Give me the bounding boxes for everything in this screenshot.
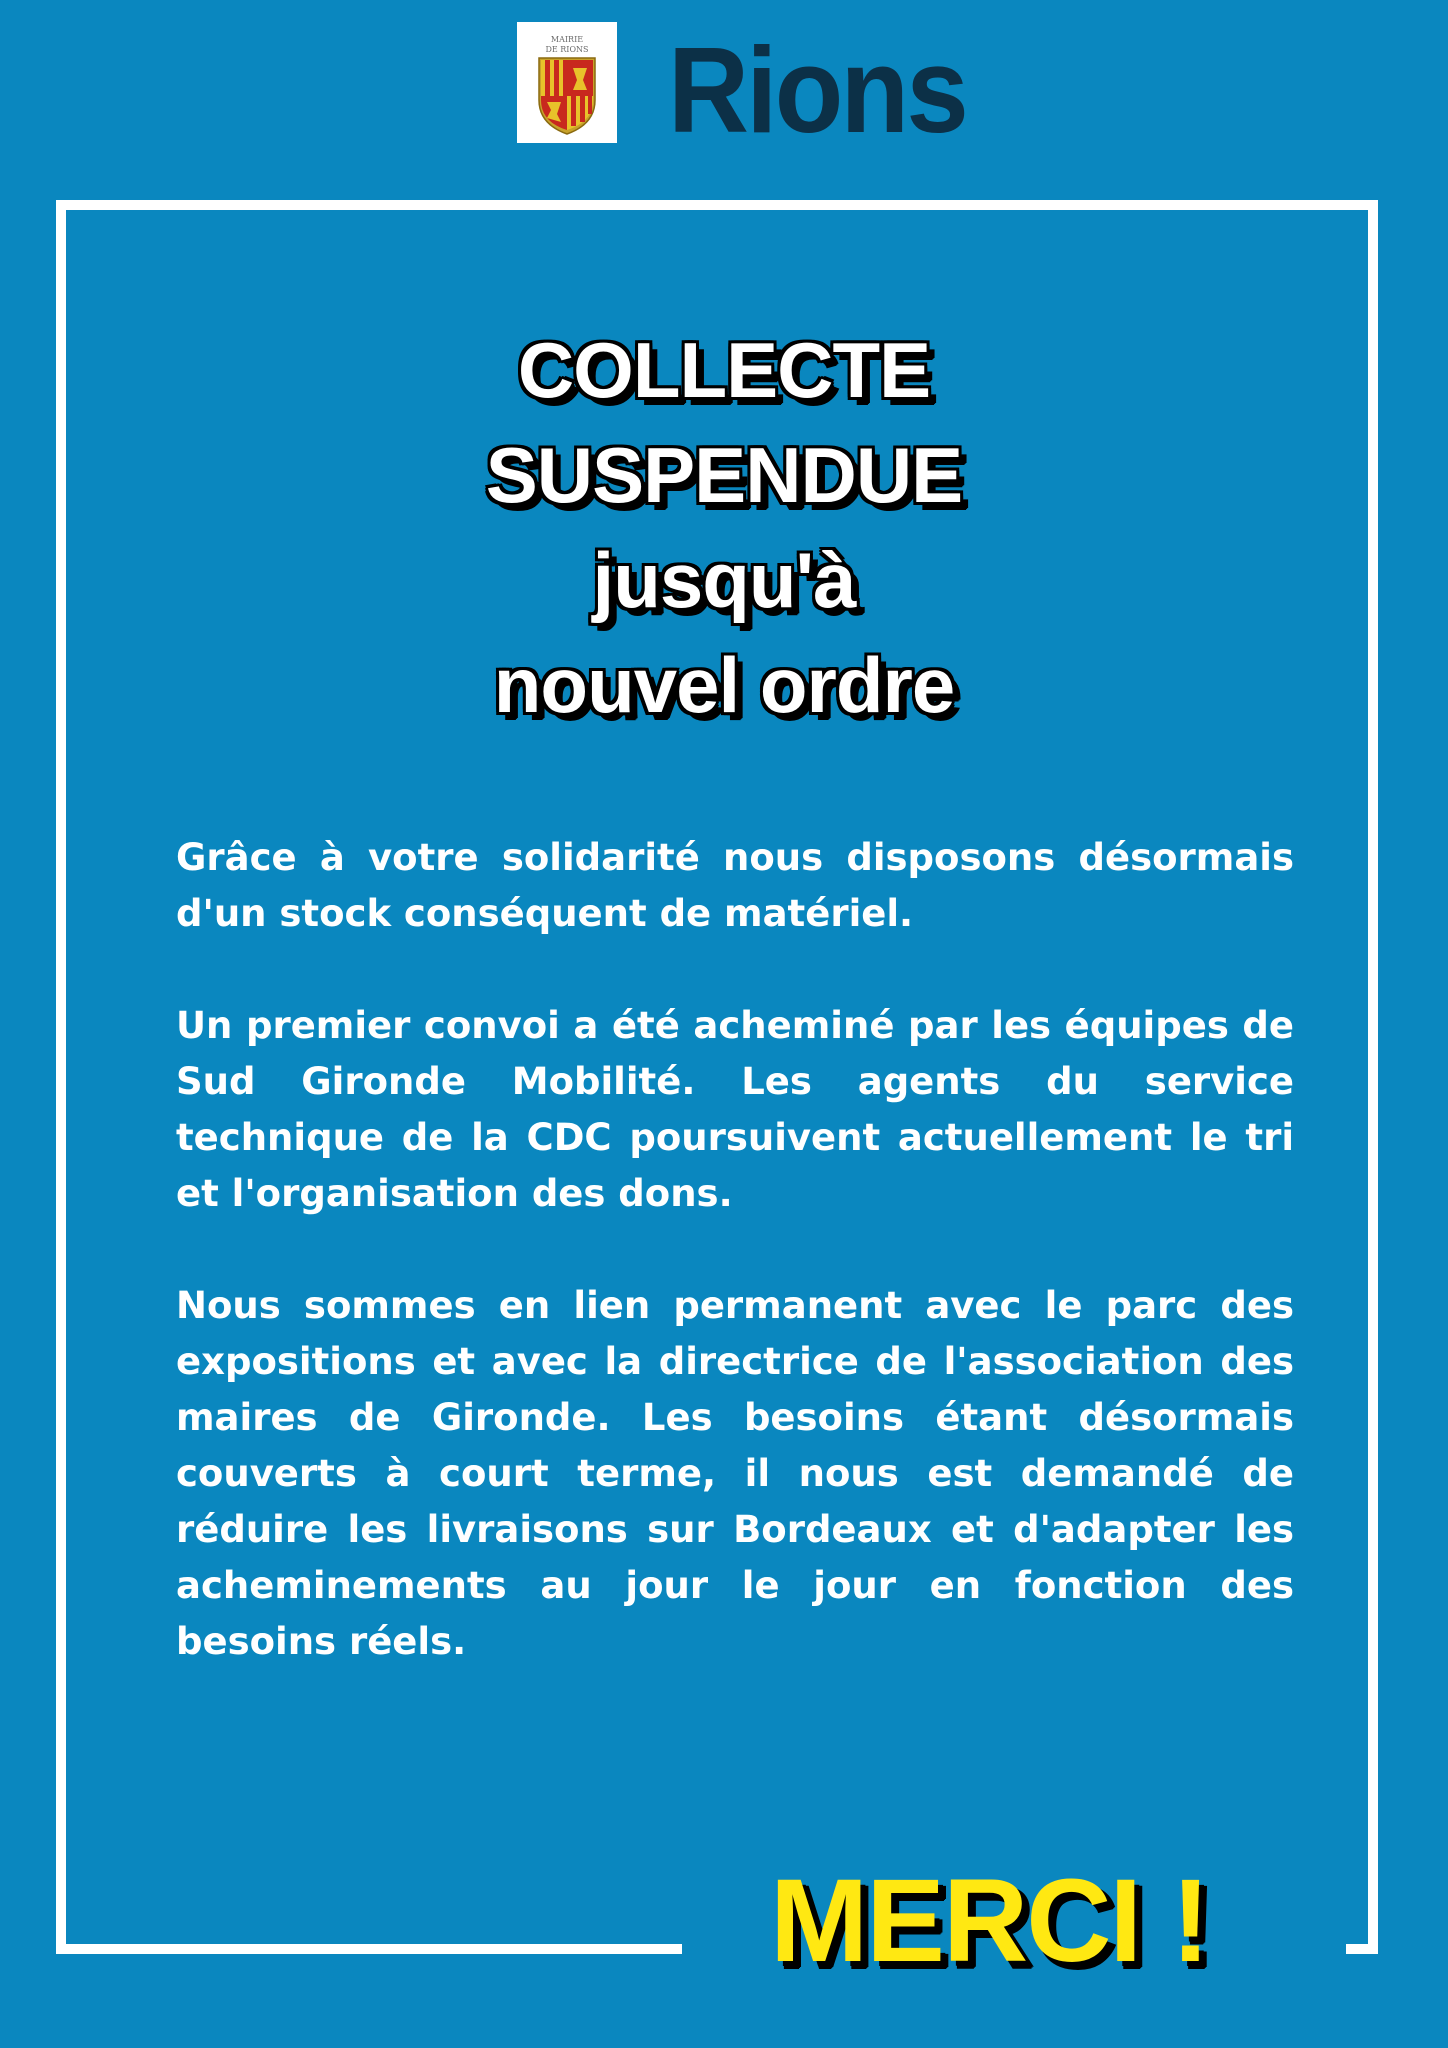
frame-border-bottom-left [56, 1944, 682, 1954]
paragraph-coordination: Nous sommes en lien permanent avec le parc des expositions et avec la directrice de l'association des maires de Gironde. Les besoins étant désormais couverts à court terme, il nous est demandé de réduire les livraisons sur Bordeaux et d'adapter les acheminements au jour le jour en fonction des besoins réels. [176, 1284, 1294, 1663]
paragraph-solidarity: Grâce à votre solidarité nous disposons désormais d'un stock conséquent de matériel. [176, 836, 1294, 935]
headline-line-2: SUSPENDUE [485, 431, 963, 519]
frame-border-top [56, 200, 1378, 210]
frame-border-right [1368, 200, 1378, 1954]
paragraph-convoy: Un premier convoi a été acheminé par les équipes de Sud Gironde Mobilité. Les agents du service technique de la CDC poursuivent actuellement le tri et l'organisation des dons. [176, 1004, 1294, 1215]
frame-border-left [56, 200, 66, 1954]
town-name: Rions [668, 22, 966, 158]
header [0, 0, 1448, 158]
headline-line-1: COLLECTE [517, 326, 931, 414]
coat-of-arms-icon [517, 22, 617, 143]
headline-line-4: nouvel ordre [493, 641, 955, 729]
svg-text:DE RIONS: DE RIONS [545, 45, 589, 54]
town-logo [517, 22, 617, 143]
headline-line-3: jusqu'à [592, 536, 856, 624]
body-text [176, 830, 1294, 1726]
headline [200, 318, 1248, 738]
svg-text:MAIRIE: MAIRIE [550, 35, 584, 44]
frame-border-bottom-right [1346, 1944, 1378, 1954]
merci-text: MERCI ! [770, 1855, 1209, 1987]
